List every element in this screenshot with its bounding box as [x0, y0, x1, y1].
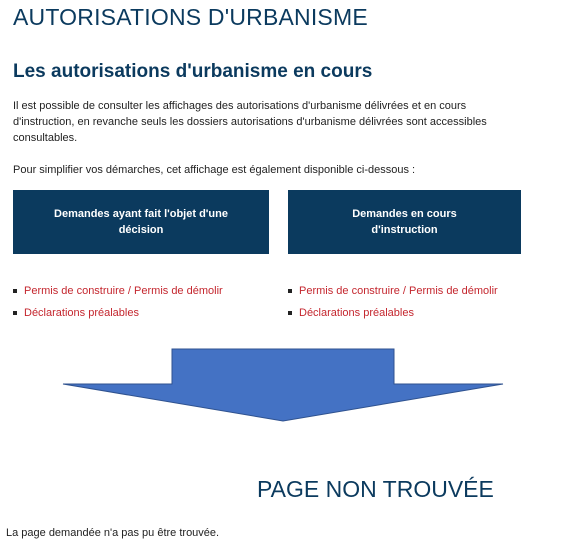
pending-declarations-link[interactable]: Déclarations préalables — [299, 307, 414, 319]
pending-requests-label: Demandes en cours d'instruction — [352, 208, 457, 236]
decided-declarations-link[interactable]: Déclarations préalables — [24, 307, 139, 319]
down-arrow-icon — [62, 348, 504, 422]
section-title: Les autorisations d'urbanisme en cours — [13, 61, 373, 82]
decided-links-list — [13, 280, 223, 324]
decided-requests-label: Demandes ayant fait l'objet d'une décision — [54, 208, 228, 236]
pending-requests-button[interactable] — [288, 190, 521, 254]
decided-requests-button[interactable] — [13, 190, 269, 254]
not-found-title: PAGE NON TROUVÉE — [257, 476, 494, 502]
list-item — [13, 302, 223, 324]
pending-links-list — [288, 280, 498, 324]
simplify-paragraph: Pour simplifier vos démarches, cet affichage est également disponible ci-dessous : — [13, 164, 416, 176]
bullet-icon — [288, 311, 292, 315]
bullet-icon — [13, 289, 17, 293]
list-item — [288, 280, 498, 302]
page-title: AUTORISATIONS D'URBANISME — [13, 4, 368, 30]
decided-building-permit-link[interactable]: Permis de construire / Permis de démolir — [24, 285, 223, 297]
bullet-icon — [288, 289, 292, 293]
pending-building-permit-link[interactable]: Permis de construire / Permis de démolir — [299, 285, 498, 297]
bullet-icon — [13, 311, 17, 315]
list-item — [288, 302, 498, 324]
intro-paragraph: Il est possible de consulter les affichages des autorisations d'urbanisme délivrées et en cours d'instruction, en revanche seuls les dossiers autorisations d'urbanisme délivrées sont accessibles consultables. — [13, 100, 487, 144]
not-found-message: La page demandée n'a pas pu être trouvée. — [6, 527, 220, 539]
list-item — [13, 280, 223, 302]
